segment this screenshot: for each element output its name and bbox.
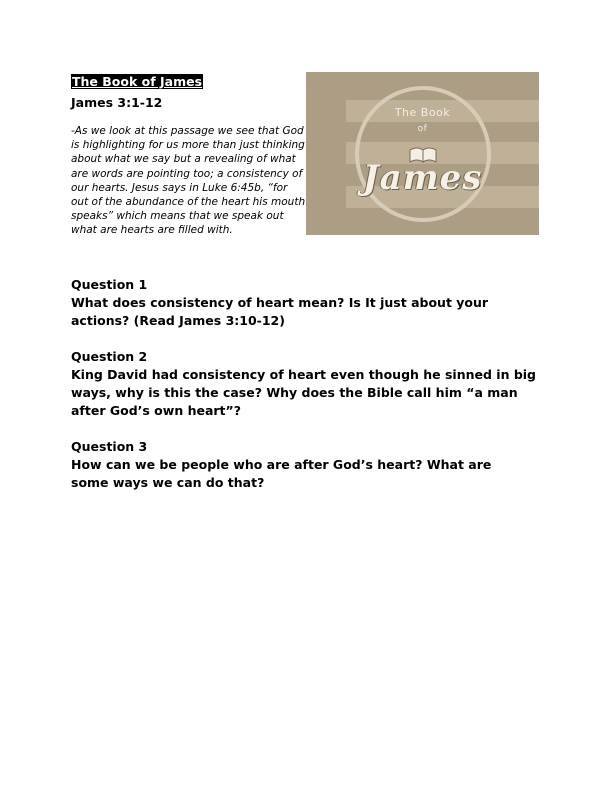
question-text: How can we be people who are after God’s heart? What are some ways we can do that? [71, 457, 492, 490]
banner-title-word: James [362, 158, 483, 198]
book-of-james-banner [306, 72, 539, 235]
passage-reference: James 3:1-12 [71, 95, 163, 110]
banner-line-2: of [417, 124, 428, 134]
question-block [71, 276, 551, 330]
page-title: The Book of James [72, 74, 203, 89]
intro-paragraph: -As we look at this passage we see that God is highlighting for us more than just thinking about what we say but a revealing of what are words are pointing too; a consistency of our hearts. Jesus says in Luke 6:45b, “for out of the abundance of the heart his mouth speaks” which means that we speak out what are hearts are filled with. [71, 125, 306, 237]
question-heading: Question 3 [71, 439, 148, 454]
question-block [71, 348, 551, 420]
banner-artwork [306, 72, 539, 235]
question-block [71, 438, 551, 492]
question-heading: Question 2 [71, 349, 148, 364]
question-text: King David had consistency of heart even though he sinned in big ways, why is this the case? Why does the Bible call him “a man after God’s own heart”? [71, 367, 537, 418]
banner-line-1: The Book [394, 106, 451, 119]
question-text: What does consistency of heart mean? Is It just about your actions? (Read James 3:10-12) [71, 295, 489, 328]
question-heading: Question 1 [71, 277, 148, 292]
